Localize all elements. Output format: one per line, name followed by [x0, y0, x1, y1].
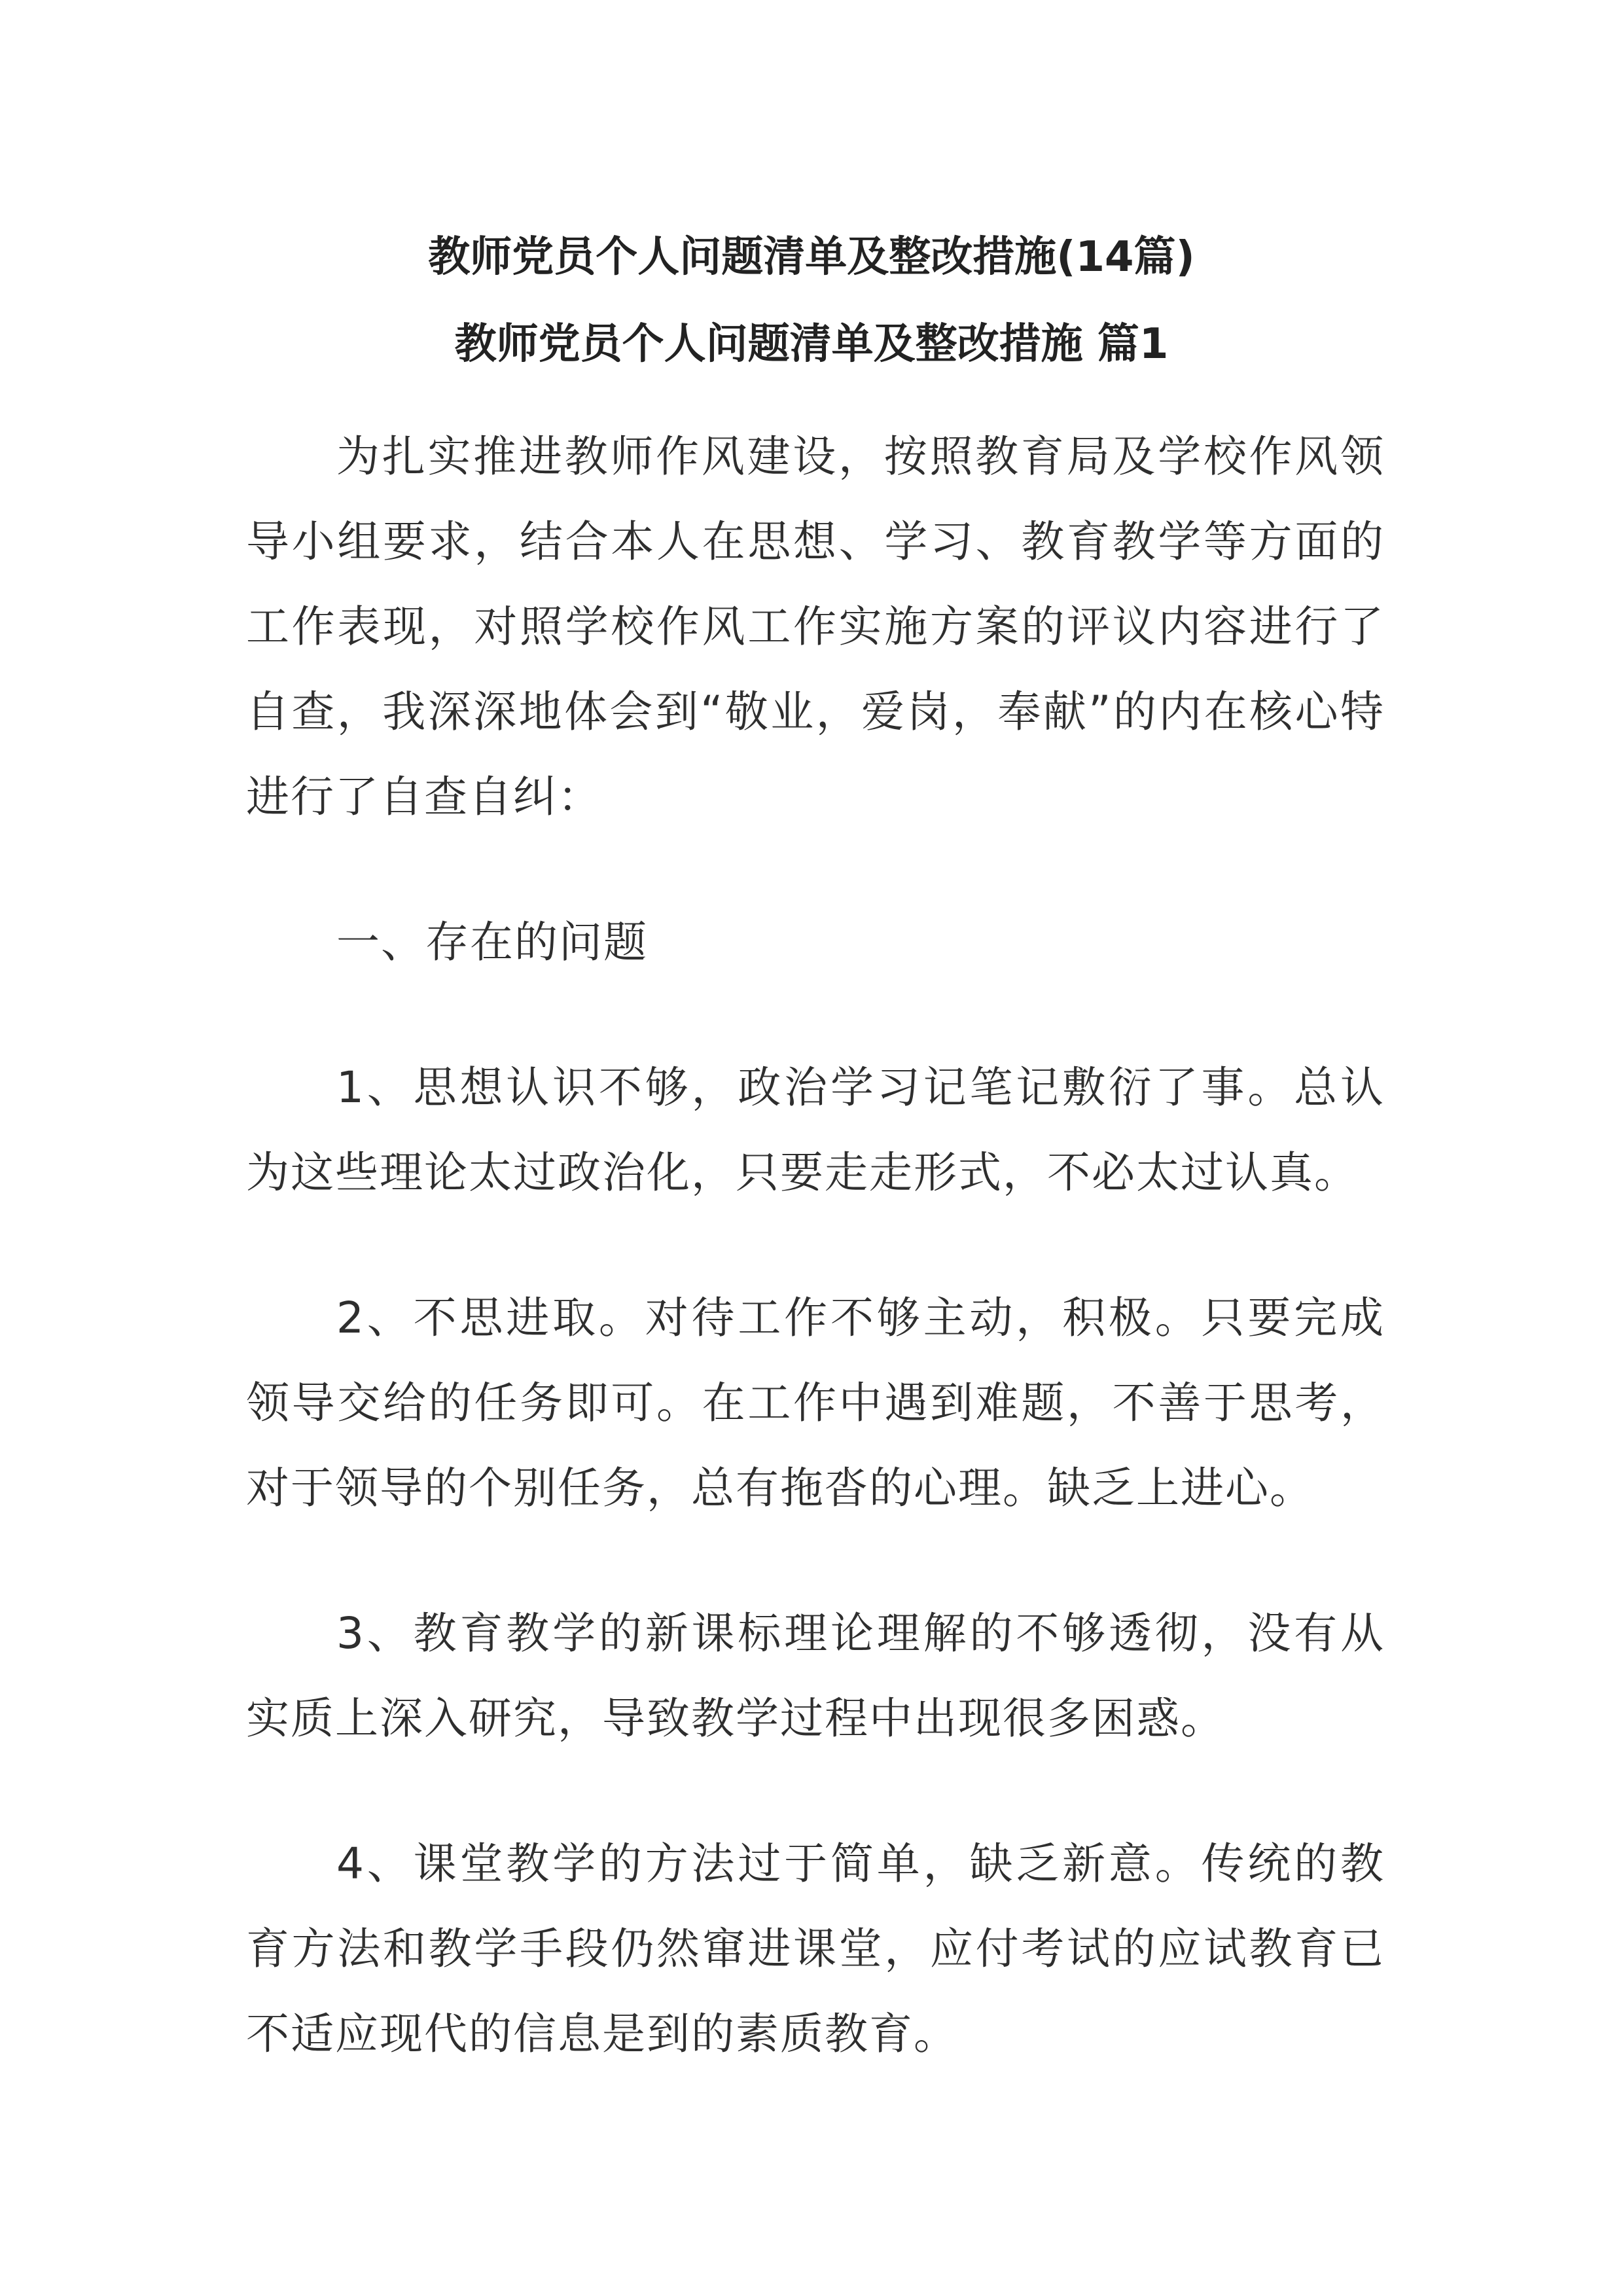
- document-title: 教师党员个人问题清单及整改措施(14篇): [428, 233, 1195, 281]
- problem-item-4: 4、课堂教学的方法过于简单，缺乏新意。传统的教育方法和教学手段仍然窜进课堂，应付考试的应试教育已不适应现代的信息是到的素质教育。: [246, 1839, 1385, 2059]
- problems-heading: 一、存在的问题: [336, 917, 648, 967]
- problem-item-2: 2、不思进取。对待工作不够主动，积极。只要完成领导交给的任务即可。在工作中遇到难题，不善于思考，对于领导的个别任务，总有拖沓的心理。缺乏上进心。: [246, 1293, 1385, 1513]
- intro-paragraph: 为扎实推进教师作风建设，按照教育局及学校作风领导小组要求，结合本人在思想、学习、教育教学等方面的工作表现，对照学校作风工作实施方案的评议内容进行了自查，我深深地体会到“敬业，爱岗，奉献”的内在核心特进行了自查自纠：: [246, 431, 1385, 822]
- document-body: [246, 414, 1385, 2077]
- problem-item-1: 1、思想认识不够，政治学习记笔记敷衍了事。总认为这些理论太过政治化，只要走走形式，不必太过认真。: [246, 1062, 1385, 1198]
- section-title: 教师党员个人问题清单及整改措施 篇1: [454, 320, 1169, 368]
- problem-item-3: 3、教育教学的新课标理论理解的不够透彻，没有从实质上深入研究，导致教学过程中出现很多困惑。: [246, 1608, 1385, 1744]
